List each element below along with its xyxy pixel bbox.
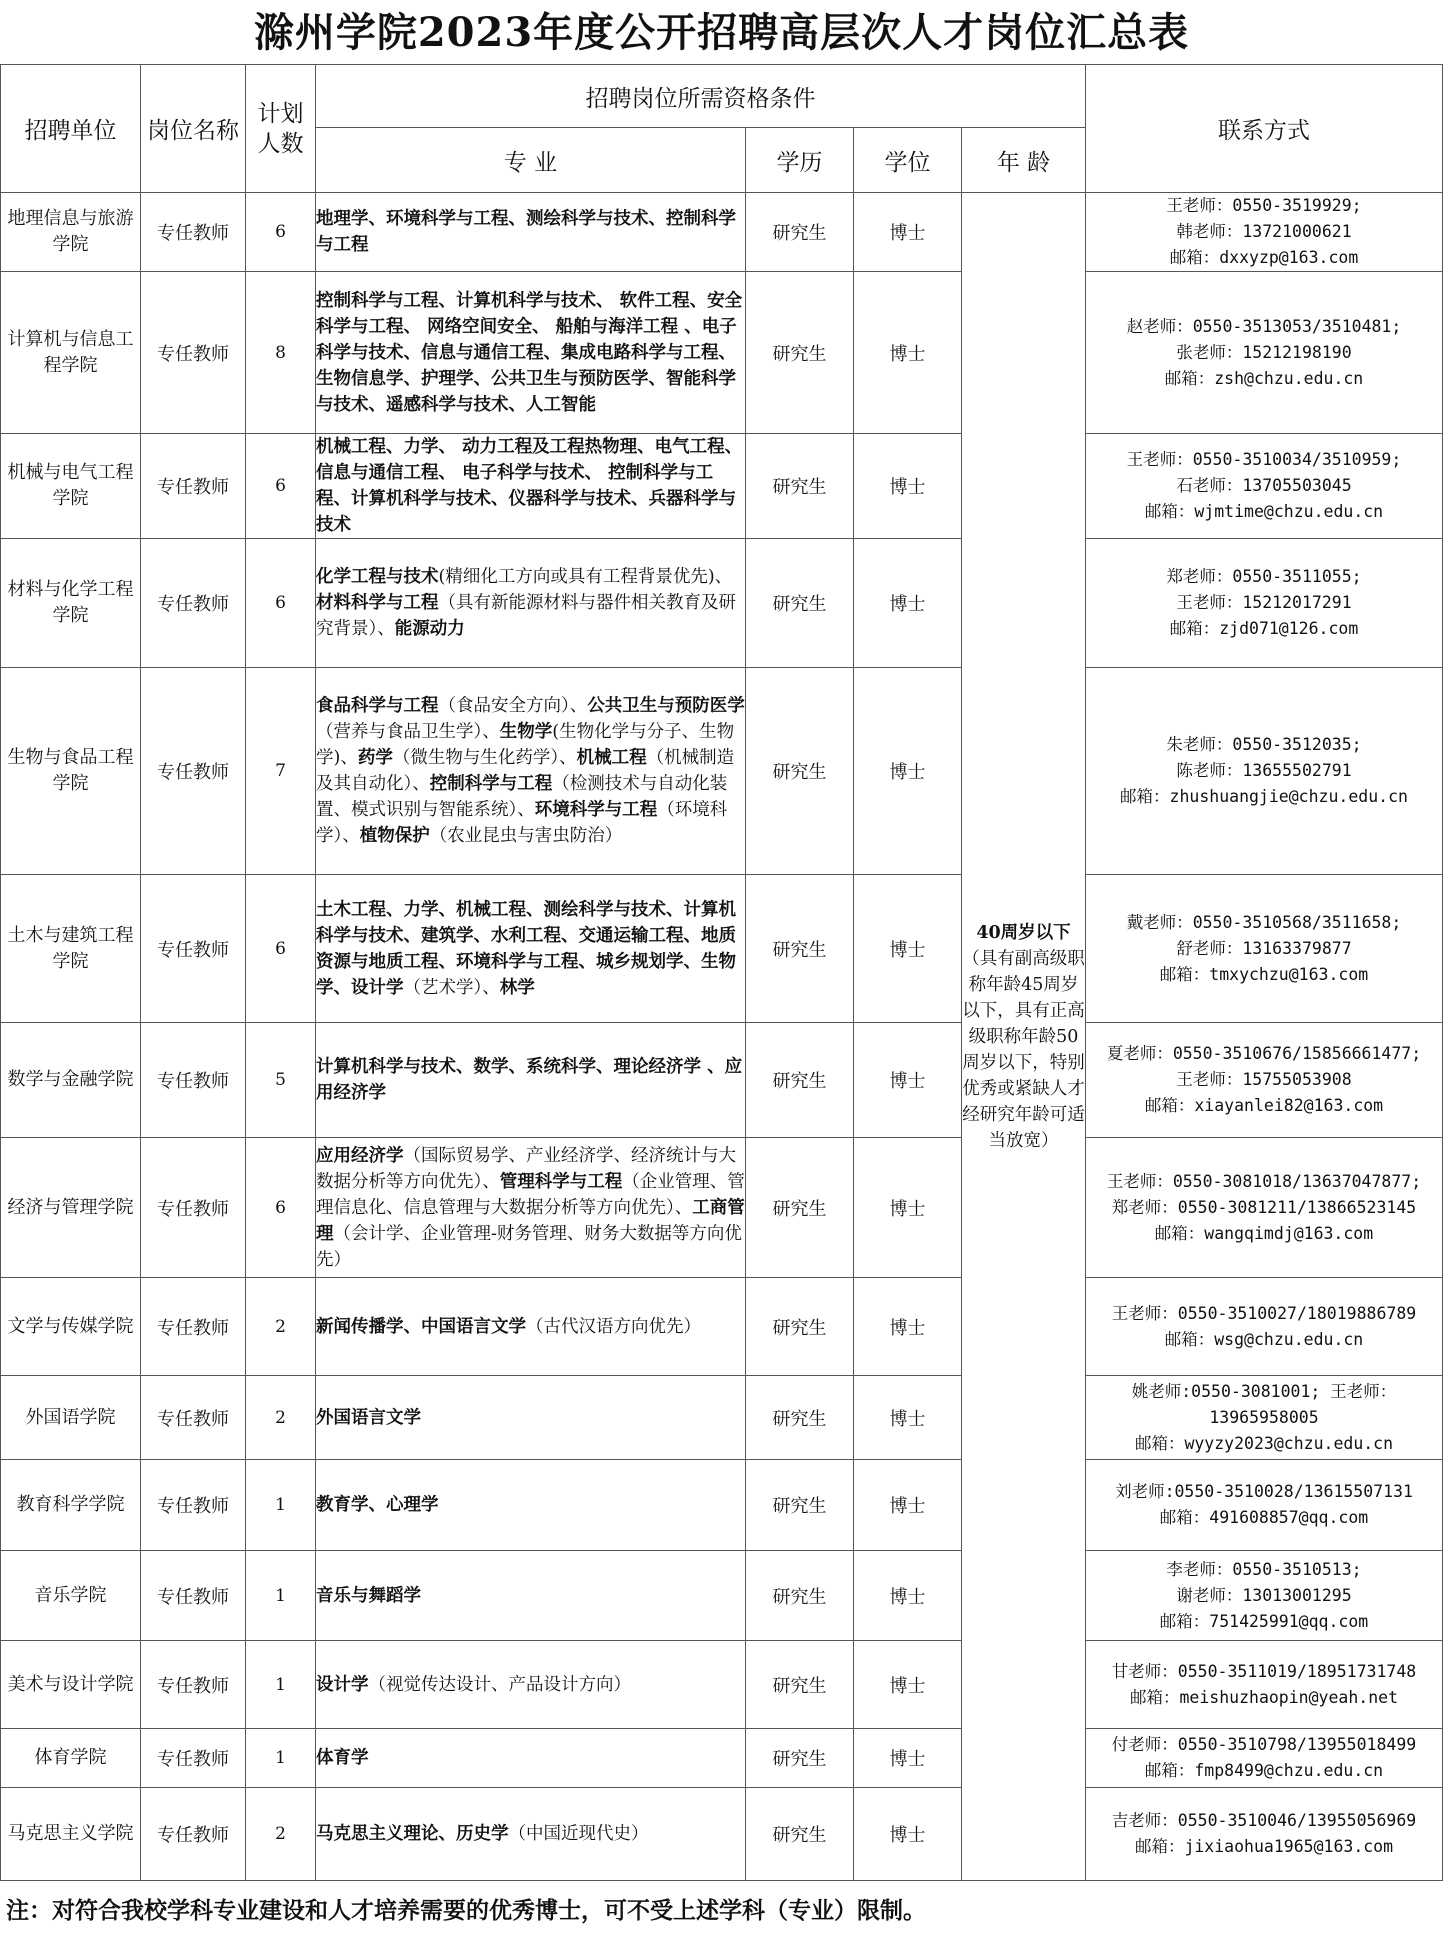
major-name: 应用经济学 xyxy=(316,1145,404,1166)
degree-cell: 博士 xyxy=(854,1729,962,1788)
age-requirement-cell xyxy=(962,193,1086,1881)
contact-line: 舒老师：13163379877 xyxy=(1176,938,1352,958)
table-row xyxy=(1,193,1443,272)
contact-cell xyxy=(1086,1729,1443,1788)
contact-line: 邮箱：wyyzy2023@chzu.edu.cn xyxy=(1134,1433,1394,1453)
plan-count-cell: 2 xyxy=(246,1376,316,1460)
page-title: 滁州学院2023年度公开招聘高层次人才岗位汇总表 xyxy=(253,9,1190,56)
education-cell: 研究生 xyxy=(746,1641,854,1729)
table-row xyxy=(1,1551,1443,1641)
table-row xyxy=(1,1788,1443,1881)
header-age: 年 龄 xyxy=(962,128,1086,193)
post-cell: 专任教师 xyxy=(141,1460,246,1551)
header-unit: 招聘单位 xyxy=(1,65,141,193)
major-detail: （营养与食品卫生学）、 xyxy=(316,722,500,742)
contact-line: 赵老师：0550-3513053/3510481; xyxy=(1126,316,1402,336)
degree-cell: 博士 xyxy=(854,1460,962,1551)
major-detail: （企业管理、管理信息化、信息管理与大数据分析等方向优先）、 xyxy=(316,1171,745,1218)
post-cell: 专任教师 xyxy=(141,272,246,434)
table-row xyxy=(1,668,1443,875)
major-name: 林学 xyxy=(499,977,535,998)
contact-line: 刘老师:0550-3510028/13615507131 xyxy=(1115,1482,1413,1501)
unit-cell: 马克思主义学院 xyxy=(1,1788,141,1881)
post-cell: 专任教师 xyxy=(141,668,246,875)
contact-line: 邮箱：tmxychzu@163.com xyxy=(1159,964,1369,984)
degree-cell: 博士 xyxy=(854,539,962,668)
major-detail: （农业昆虫与害虫防治） xyxy=(429,826,623,846)
major-name: 音乐与舞蹈学 xyxy=(316,1585,421,1606)
unit-cell: 教育科学学院 xyxy=(1,1460,141,1551)
plan-count-cell: 1 xyxy=(246,1641,316,1729)
table-row xyxy=(1,539,1443,668)
plan-count-cell: 6 xyxy=(246,1138,316,1278)
education-cell: 研究生 xyxy=(746,1138,854,1278)
contact-cell xyxy=(1086,1376,1443,1460)
table-body xyxy=(1,193,1443,1881)
education-cell: 研究生 xyxy=(746,272,854,434)
contact-line: 姚老师:0550-3081001; 王老师：13965958005 xyxy=(1131,1381,1397,1427)
contact-line: 付老师：0550-3510798/13955018499 xyxy=(1111,1735,1417,1754)
post-cell: 专任教师 xyxy=(141,1278,246,1376)
major-cell xyxy=(316,1460,746,1551)
unit-cell: 体育学院 xyxy=(1,1729,141,1788)
major-detail: （国际贸易学、产业经济学、经济统计与大数据分析等方向优先）、 xyxy=(316,1145,736,1192)
plan-count-cell: 5 xyxy=(246,1023,316,1138)
major-name: 材料科学与工程 xyxy=(316,593,439,613)
education-cell: 研究生 xyxy=(746,1788,854,1881)
header-education: 学历 xyxy=(746,128,854,193)
major-cell xyxy=(316,1641,746,1729)
education-cell: 研究生 xyxy=(746,1023,854,1138)
major-cell xyxy=(316,1376,746,1460)
unit-cell: 机械与电气工程学院 xyxy=(1,434,141,539)
major-name: 马克思主义理论、历史学 xyxy=(316,1824,509,1844)
major-detail: （中国近现代史） xyxy=(508,1824,649,1844)
major-name: 工商管理 xyxy=(316,1197,745,1244)
education-cell: 研究生 xyxy=(746,1460,854,1551)
major-name: 新闻传播学、中国语言文学 xyxy=(316,1316,526,1337)
table-row xyxy=(1,1729,1443,1788)
education-cell: 研究生 xyxy=(746,193,854,272)
age-requirement-detail: （具有副高级职称年龄45周岁以下，具有正高级职称年龄50周岁以下，特别优秀或紧缺人才经研究年龄可适当放宽） xyxy=(962,948,1085,1151)
post-cell: 专任教师 xyxy=(141,1729,246,1788)
contact-line: 王老师：15212017291 xyxy=(1176,593,1352,612)
contact-line: 邮箱：wsg@chzu.edu.cn xyxy=(1164,1329,1364,1349)
contact-line: 邮箱：491608857@qq.com xyxy=(1159,1508,1369,1527)
plan-count-cell: 1 xyxy=(246,1729,316,1788)
contact-cell xyxy=(1086,1460,1443,1551)
degree-cell: 博士 xyxy=(854,434,962,539)
major-cell xyxy=(316,1278,746,1376)
post-cell: 专任教师 xyxy=(141,193,246,272)
degree-cell: 博士 xyxy=(854,875,962,1023)
education-cell: 研究生 xyxy=(746,1376,854,1460)
plan-count-cell: 6 xyxy=(246,875,316,1023)
contact-line: 朱老师：0550-3512035; xyxy=(1166,735,1362,754)
contact-line: 邮箱：zhushuangjie@chzu.edu.cn xyxy=(1120,787,1408,806)
contact-line: 夏老师：0550-3510676/15856661477; xyxy=(1106,1044,1422,1063)
unit-cell: 音乐学院 xyxy=(1,1551,141,1641)
contact-line: 王老师：0550-3510027/18019886789 xyxy=(1111,1303,1417,1323)
major-name: 管理科学与工程 xyxy=(499,1171,623,1192)
post-cell: 专任教师 xyxy=(141,1023,246,1138)
major-detail: （环境科学）、 xyxy=(316,800,728,846)
major-name: 控制科学与工程 xyxy=(429,774,553,794)
major-cell xyxy=(316,1023,746,1138)
header-plan xyxy=(246,65,316,193)
post-cell: 专任教师 xyxy=(141,1551,246,1641)
contact-line: 石老师：13705503045 xyxy=(1176,476,1352,495)
unit-cell: 材料与化学工程学院 xyxy=(1,539,141,668)
degree-cell: 博士 xyxy=(854,1641,962,1729)
contact-line: 邮箱：751425991@qq.com xyxy=(1159,1611,1369,1631)
age-requirement-head: 40周岁以下 xyxy=(976,922,1071,943)
post-cell: 专任教师 xyxy=(141,1376,246,1460)
contact-cell xyxy=(1086,193,1443,272)
degree-cell: 博士 xyxy=(854,668,962,875)
major-name: 生物学 xyxy=(499,722,553,742)
post-cell: 专任教师 xyxy=(141,434,246,539)
major-detail: （检测技术与自动化装置、模式识别与智能系统）、 xyxy=(316,774,728,820)
degree-cell: 博士 xyxy=(854,1023,962,1138)
table-row xyxy=(1,1641,1443,1729)
major-name: 设计学 xyxy=(316,1674,369,1695)
major-name: 环境科学与工程 xyxy=(534,800,658,820)
major-cell xyxy=(316,272,746,434)
major-name: 教育学、心理学 xyxy=(316,1495,439,1515)
education-cell: 研究生 xyxy=(746,1551,854,1641)
contact-line: 邮箱：meishuzhaopin@yeah.net xyxy=(1129,1687,1399,1707)
contact-line: 邮箱：jixiaohua1965@163.com xyxy=(1134,1837,1394,1856)
plan-count-cell: 8 xyxy=(246,272,316,434)
degree-cell: 博士 xyxy=(854,1551,962,1641)
degree-cell: 博士 xyxy=(854,1376,962,1460)
plan-count-cell: 1 xyxy=(246,1551,316,1641)
contact-line: 吉老师：0550-3510046/13955056969 xyxy=(1111,1811,1417,1830)
major-cell xyxy=(316,875,746,1023)
major-cell xyxy=(316,539,746,668)
major-detail: （会计学、企业管理-财务管理、财务大数据等方向优先） xyxy=(316,1223,742,1270)
contact-cell xyxy=(1086,875,1443,1023)
contact-line: 王老师：0550-3519929; xyxy=(1166,196,1362,215)
major-cell xyxy=(316,668,746,875)
post-cell: 专任教师 xyxy=(141,1641,246,1729)
unit-cell: 数学与金融学院 xyxy=(1,1023,141,1138)
header-requirements: 招聘岗位所需资格条件 xyxy=(316,65,1086,128)
major-name: 地理学、环境科学与工程、测绘科学与技术、控制科学与工程 xyxy=(316,209,736,255)
contact-cell xyxy=(1086,1641,1443,1729)
plan-count-cell: 6 xyxy=(246,434,316,539)
contact-line: 邮箱：dxxyzp@163.com xyxy=(1169,248,1359,267)
major-detail: （具有新能源材料与器件相关教育及研究背景）、 xyxy=(316,593,736,639)
unit-cell: 美术与设计学院 xyxy=(1,1641,141,1729)
table-row xyxy=(1,1023,1443,1138)
header-degree: 学位 xyxy=(854,128,962,193)
contact-line: 邮箱：zsh@chzu.edu.cn xyxy=(1164,368,1364,388)
major-name: 外国语言文学 xyxy=(316,1407,421,1428)
major-name: 体育学 xyxy=(316,1748,369,1768)
education-cell: 研究生 xyxy=(746,875,854,1023)
major-detail: （艺术学）、 xyxy=(403,977,500,998)
major-cell xyxy=(316,434,746,539)
header-post: 岗位名称 xyxy=(141,65,246,193)
education-cell: 研究生 xyxy=(746,1729,854,1788)
contact-line: 张老师：15212198190 xyxy=(1176,342,1352,362)
header-major: 专 业 xyxy=(316,128,746,193)
education-cell: 研究生 xyxy=(746,668,854,875)
post-cell: 专任教师 xyxy=(141,1138,246,1278)
table-row xyxy=(1,1460,1443,1551)
major-name: 土木工程、力学、机械工程、测绘科学与技术、计算机科学与技术、建筑学、水利工程、交通运输工程、地质资源与地质工程、环境科学与工程、城乡规划学、生物学、设计学 xyxy=(316,899,736,998)
contact-cell xyxy=(1086,1788,1443,1881)
major-name: 公共卫生与预防医学 xyxy=(587,696,745,716)
major-detail: (生物化学与分子、生物学)、 xyxy=(316,722,735,768)
contact-line: 邮箱：zjd071@126.com xyxy=(1169,619,1359,638)
major-cell xyxy=(316,1788,746,1881)
contact-line: 邮箱：wangqimdj@163.com xyxy=(1154,1223,1374,1243)
contact-line: 郑老师：0550-3511055; xyxy=(1166,567,1362,586)
major-name: 计算机科学与技术、数学、系统科学、理论经济学 、应用经济学 xyxy=(316,1057,743,1103)
contact-line: 戴老师：0550-3510568/3511658; xyxy=(1126,912,1402,932)
major-cell xyxy=(316,1551,746,1641)
major-name: 植物保护 xyxy=(359,826,430,846)
education-cell: 研究生 xyxy=(746,1278,854,1376)
major-detail: （古代汉语方向优先） xyxy=(526,1316,701,1337)
table-row xyxy=(1,434,1443,539)
degree-cell: 博士 xyxy=(854,272,962,434)
major-name: 能源动力 xyxy=(394,619,465,639)
contact-line: 陈老师：13655502791 xyxy=(1176,761,1352,780)
unit-cell: 外国语学院 xyxy=(1,1376,141,1460)
plan-count-cell: 7 xyxy=(246,668,316,875)
major-name: 控制科学与工程、计算机科学与技术、 软件工程、安全科学与工程、 网络空间安全、 船舶与海洋工程 、电子科学与技术、信息与通信工程、集成电路科学与工程、生物信息学、护理学、公共卫生与预防医学、智能科学与技术、遥感科学与技术、人工智能 xyxy=(316,290,743,415)
header-plan-line1: 计划 xyxy=(257,100,304,127)
footnote: 注：对符合我校学科专业建设和人才培养需要的优秀博士，可不受上述学科（专业）限制。 xyxy=(6,1897,926,1924)
contact-line: 邮箱：fmp8499@chzu.edu.cn xyxy=(1144,1761,1384,1780)
major-name: 药学 xyxy=(357,748,393,768)
major-name: 机械工程、力学、 动力工程及工程热物理、电气工程、 信息与通信工程、 电子科学与技术、 控制科学与工程、计算机科学与技术、仪器科学与技术、兵器科学与技术 xyxy=(316,437,743,535)
contact-cell xyxy=(1086,272,1443,434)
contact-line: 邮箱：wjmtime@chzu.edu.cn xyxy=(1144,502,1384,521)
education-cell: 研究生 xyxy=(746,539,854,668)
education-cell: 研究生 xyxy=(746,434,854,539)
contact-line: 王老师：0550-3081018/13637047877; xyxy=(1106,1171,1422,1191)
contact-cell xyxy=(1086,1023,1443,1138)
major-name: 机械工程 xyxy=(576,748,647,768)
major-cell xyxy=(316,1729,746,1788)
unit-cell: 地理信息与旅游学院 xyxy=(1,193,141,272)
table-row xyxy=(1,1138,1443,1278)
degree-cell: 博士 xyxy=(854,1278,962,1376)
table-row xyxy=(1,1376,1443,1460)
plan-count-cell: 6 xyxy=(246,539,316,668)
degree-cell: 博士 xyxy=(854,1788,962,1881)
contact-line: 韩老师：13721000621 xyxy=(1176,222,1352,241)
post-cell: 专任教师 xyxy=(141,539,246,668)
header-contact: 联系方式 xyxy=(1086,65,1443,193)
degree-cell: 博士 xyxy=(854,193,962,272)
contact-cell xyxy=(1086,668,1443,875)
contact-line: 王老师：0550-3510034/3510959; xyxy=(1126,450,1402,469)
unit-cell: 生物与食品工程学院 xyxy=(1,668,141,875)
contact-line: 邮箱：xiayanlei82@163.com xyxy=(1144,1096,1384,1115)
contact-line: 李老师：0550-3510513; xyxy=(1166,1559,1362,1579)
recruitment-table xyxy=(0,64,1443,1881)
contact-cell xyxy=(1086,434,1443,539)
major-detail: （微生物与生化药学）、 xyxy=(392,748,577,768)
post-cell: 专任教师 xyxy=(141,1788,246,1881)
contact-line: 王老师：15755053908 xyxy=(1176,1070,1352,1089)
unit-cell: 文学与传媒学院 xyxy=(1,1278,141,1376)
post-cell: 专任教师 xyxy=(141,875,246,1023)
table-row xyxy=(1,1278,1443,1376)
major-cell xyxy=(316,193,746,272)
contact-cell xyxy=(1086,1551,1443,1641)
unit-cell: 经济与管理学院 xyxy=(1,1138,141,1278)
major-detail: (精细化工方向或具有工程背景优先)、 xyxy=(438,567,733,587)
contact-cell xyxy=(1086,539,1443,668)
unit-cell: 计算机与信息工程学院 xyxy=(1,272,141,434)
plan-count-cell: 6 xyxy=(246,193,316,272)
major-detail: （食品安全方向）、 xyxy=(438,696,588,716)
contact-cell xyxy=(1086,1138,1443,1278)
contact-line: 郑老师：0550-3081211/13866523145 xyxy=(1111,1197,1417,1217)
degree-cell: 博士 xyxy=(854,1138,962,1278)
plan-count-cell: 2 xyxy=(246,1788,316,1881)
contact-cell xyxy=(1086,1278,1443,1376)
major-detail: （机械制造及其自动化）、 xyxy=(316,748,735,794)
major-name: 化学工程与技术 xyxy=(316,567,439,587)
unit-cell: 土木与建筑工程学院 xyxy=(1,875,141,1023)
table-row xyxy=(1,875,1443,1023)
plan-count-cell: 1 xyxy=(246,1460,316,1551)
header-plan-line2: 人数 xyxy=(257,130,304,157)
table-row xyxy=(1,272,1443,434)
contact-line: 甘老师：0550-3511019/18951731748 xyxy=(1111,1661,1417,1681)
contact-line: 谢老师：13013001295 xyxy=(1176,1585,1352,1605)
major-cell xyxy=(316,1138,746,1278)
major-name: 食品科学与工程 xyxy=(316,696,439,716)
major-detail: （视觉传达设计、产品设计方向） xyxy=(368,1674,631,1695)
plan-count-cell: 2 xyxy=(246,1278,316,1376)
